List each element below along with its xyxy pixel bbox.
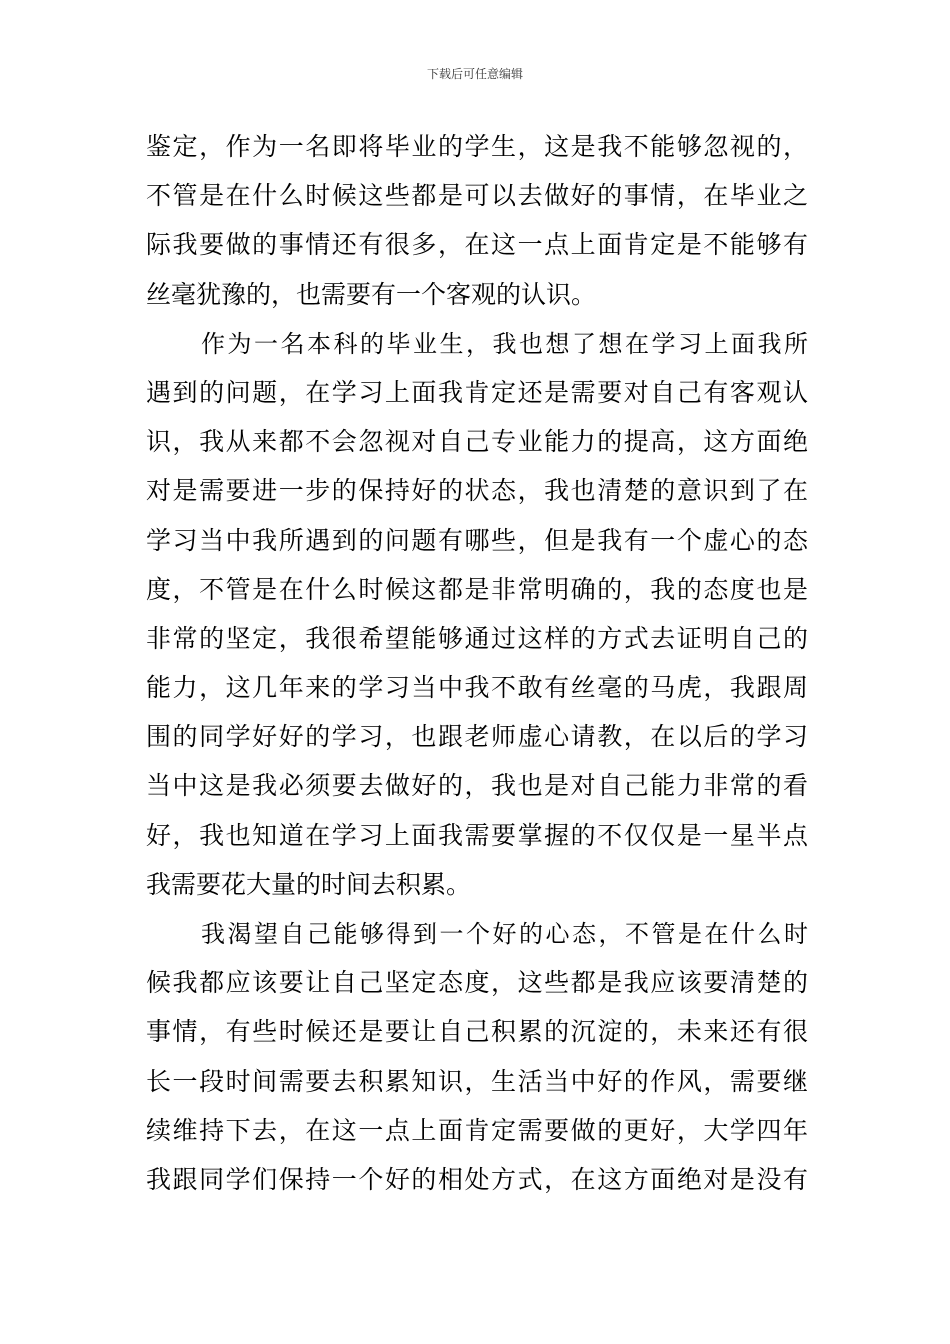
text-line: 非常的坚定，我很希望能够通过这样的方式去证明自己的: [146, 623, 808, 653]
text-line: 长一段时间需要去积累知识，生活当中好的作风，需要继: [146, 1066, 808, 1096]
text-line: 候我都应该要让自己坚定态度，这些都是我应该要清楚的: [146, 968, 808, 998]
text-line: 度，不管是在什么时候这都是非常明确的，我的态度也是: [146, 574, 808, 604]
text-line: 当中这是我必须要去做好的，我也是对自己能力非常的看: [146, 771, 808, 801]
text-line: 我渴望自己能够得到一个好的心态，不管是在什么时: [201, 920, 808, 948]
text-line: 遇到的问题，在学习上面我肯定还是需要对自己有客观认: [146, 377, 808, 407]
text-line: 际我要做的事情还有很多，在这一点上面肯定是不能够有: [146, 230, 808, 260]
text-line: 对是需要进一步的保持好的状态，我也清楚的意识到了在: [146, 476, 808, 506]
text-line: 我跟同学们保持一个好的相处方式，在这方面绝对是没有: [146, 1164, 808, 1194]
text-line: 作为一名本科的毕业生，我也想了想在学习上面我所: [201, 329, 808, 358]
text-line: 能力，这几年来的学习当中我不敢有丝毫的马虎，我跟周: [146, 673, 808, 703]
text-line: 识，我从来都不会忽视对自己专业能力的提高，这方面绝: [146, 427, 808, 457]
text-line: 不管是在什么时候这些都是可以去做好的事情，在毕业之: [146, 181, 808, 211]
text-line: 事情，有些时候还是要让自己积累的沉淀的，未来还有很: [146, 1017, 808, 1047]
text-line: 我需要花大量的时间去积累。: [146, 869, 472, 899]
text-line: 好，我也知道在学习上面我需要掌握的不仅仅是一星半点: [146, 820, 808, 850]
body-text: [146, 128, 808, 1210]
text-line: 续维持下去，在这一点上面肯定需要做的更好，大学四年: [146, 1115, 808, 1145]
text-line: 学习当中我所遇到的问题有哪些，但是我有一个虚心的态: [146, 525, 808, 555]
text-line: 鉴定，作为一名即将毕业的学生，这是我不能够忽视的，: [146, 132, 808, 161]
text-line: 围的同学好好的学习，也跟老师虚心请教，在以后的学习: [146, 722, 808, 752]
page-header: 下载后可任意编辑: [426, 67, 523, 81]
text-line: 丝毫犹豫的，也需要有一个客观的认识。: [146, 279, 597, 309]
